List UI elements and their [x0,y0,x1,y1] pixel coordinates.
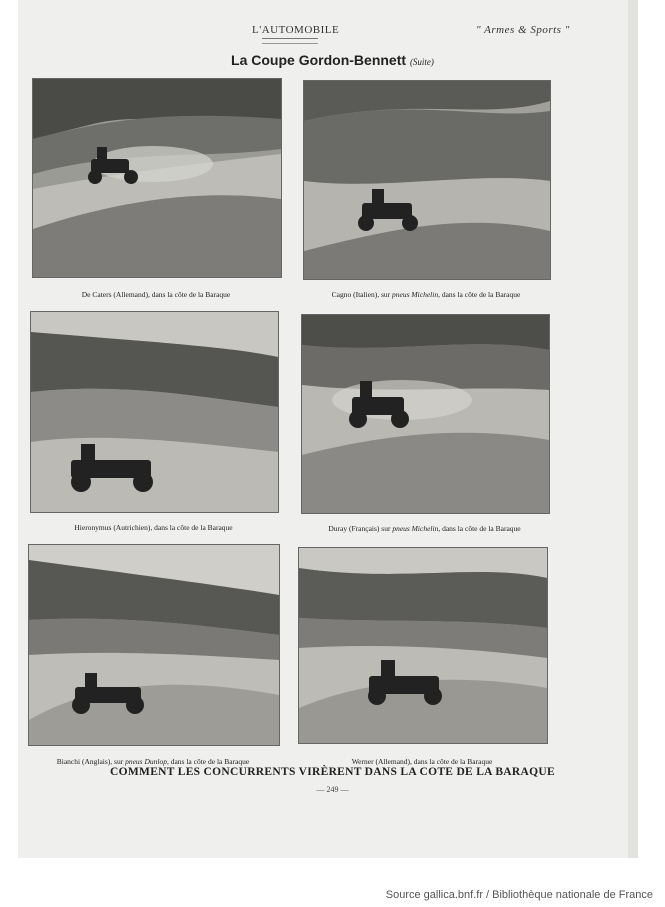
article-title [0,52,665,68]
header-ornament [262,38,318,44]
header-section-name: " Armes & Sports " [476,24,570,36]
photo-bianchi [28,544,280,746]
photo-hieronymus [30,311,279,513]
caption-werner: Werner (Allemand), dans la côte de la Baraque [351,757,493,766]
page-number: — 249 — [316,785,349,794]
header-journal-name: L'AUTOMOBILE [252,24,340,36]
plate-title: COMMENT LES CONCURRENTS VIRÈRENT DANS LA COTE DE LA BARAQUE [110,766,555,778]
caption-de-caters: De Caters (Allemand), dans la côte de la Baraque [81,290,231,299]
source-credit: Source gallica.bnf.fr / Bibliothèque nationale de France [385,889,653,901]
photo-cagno [303,80,551,280]
caption-hieronymus: Hieronymus (Autrichien), dans la côte de la Baraque [74,523,233,532]
caption-duray: Duray (Français) sur pneus Michelin, dans la côte de la Baraque [328,524,521,533]
photo-de-caters [32,78,282,278]
caption-cagno: Cagno (Italien), sur pneus Michelin, dans la côte de la Baraque [331,290,521,299]
article-title-main: La Coupe Gordon-Bennett [231,52,407,68]
page-edge-strip [628,0,638,858]
photo-duray [301,314,550,514]
caption-bianchi: Bianchi (Anglais), sur pneus Dunlop, dans la côte de la Baraque [56,757,250,766]
article-title-suite: (Suite) [409,57,434,67]
photo-werner [298,547,548,744]
